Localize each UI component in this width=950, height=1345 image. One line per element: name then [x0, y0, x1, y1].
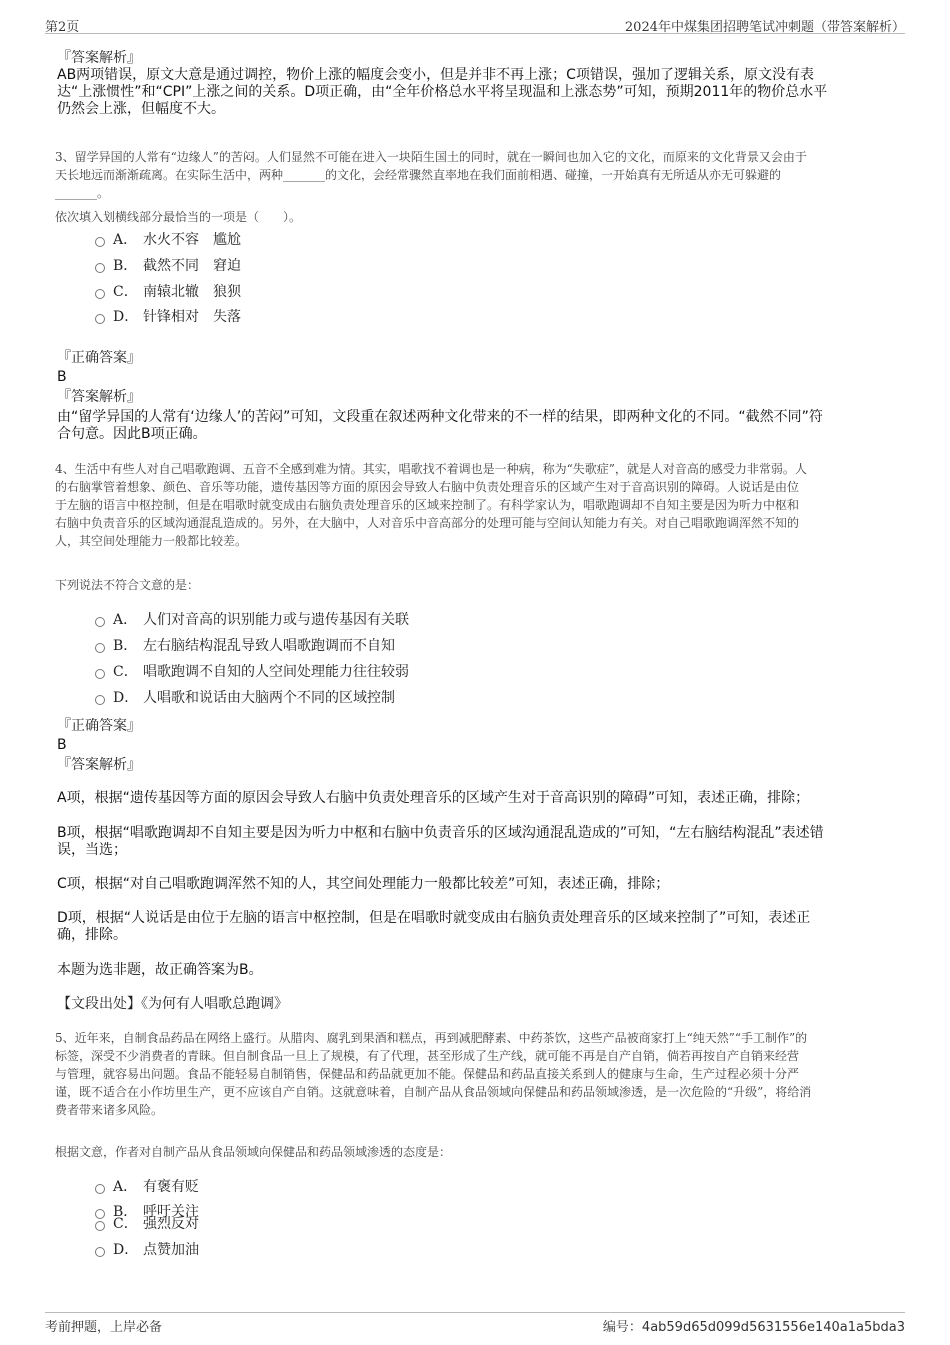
q4-analysis-line: 误，当选； — [57, 842, 127, 858]
q4-correct-label: 『正确答案』 — [57, 718, 141, 734]
q4-analysis-line: D项，根据“人说话是由位于左脑的语言中枢控制，但是在唱歌时就变成由右脑负责处理音乐的区域来控制了”可知，表述正 — [57, 910, 811, 926]
q2-analysis-line: AB两项错误，原文大意是通过调控，物价上涨的幅度会变小，但是并非不再上涨；C项错误，强加了逻辑关系，原文没有表 — [57, 67, 814, 83]
q4-option-c[interactable]: C． 唱歌跑调不自知的人空间处理能力往往较弱 — [95, 662, 409, 682]
q2-analysis — [57, 67, 827, 118]
q4-analysis-line: B项，根据“唱歌跑调却不自知主要是因为听力中枢和右脑中负责音乐的区域沟通混乱造成的”可知，“左右脑结构混乱”表述错 — [57, 825, 824, 841]
q5-stem — [55, 1029, 811, 1119]
code-label: 编号： — [602, 1320, 642, 1335]
q4-analysis-a: A项，根据“遗传基因等方面的原因会导致人右脑中负责处理音乐的区域产生对于音高识别的障碍”可知，表述正确，排除； — [57, 790, 810, 806]
q3-option-c[interactable]: C． 南辕北辙 狼狈 — [95, 282, 241, 302]
radio-icon[interactable] — [95, 643, 105, 653]
q3-stem-line: _______。 — [55, 186, 110, 200]
q4-prompt: 下列说法不符合文意的是： — [55, 578, 200, 592]
q4-stem — [55, 460, 807, 550]
q4-analysis-label: 『答案解析』 — [57, 757, 141, 773]
q3-stem-line: 3、留学异国的人常有“边缘人”的苦闷。人们显然不可能在进入一块陌生国土的同时，就在一瞬间也加入它的文化，而原来的文化背景又会由于 — [55, 150, 807, 164]
radio-icon[interactable] — [95, 237, 105, 247]
q3-prompt: 依次填入划横线部分最恰当的一项是（ ）。 — [55, 210, 302, 224]
document-title: 2024年中煤集团招聘笔试冲刺题（带答案解析） — [624, 20, 905, 35]
q5-option-b[interactable]: B． 呼吁关注 — [95, 1202, 199, 1222]
document-code — [603, 1316, 905, 1335]
q2-analysis-line: 达“上涨惯性”和“CPI”上涨之间的关系。D项正确，由“全年价格总水平将呈现温和上涨态势”可知，预期2011年的物价总水平 — [57, 84, 828, 100]
q4-analysis-line: 确，排除。 — [57, 927, 127, 943]
code-value: 4ab59d65d099d5631556e140a1a5bda3 — [641, 1320, 905, 1335]
q5-stem-line: 标签，深受不少消费者的青睐。但自制食品一旦上了规模，有了代理，甚至形成了生产线，就可能不再是自产自销，倘若再按自产自销来经营 — [55, 1049, 800, 1063]
radio-icon[interactable] — [95, 617, 105, 627]
q3-analysis-line: 合句意。因此B项正确。 — [57, 426, 207, 442]
q4-source: 【文段出处】《为何有人唱歌总跑调》 — [57, 996, 288, 1012]
radio-icon[interactable] — [95, 1247, 105, 1257]
q5-stem-line: 5、近年来，自制食品药品在网络上盛行。从腊肉、腐乳到果酒和糕点，再到减肥酵素、中药茶饮，这些产品被商家打上“纯天然”“手工制作”的 — [55, 1031, 808, 1045]
footer-slogan: 考前押题，上岸必备 — [45, 1320, 163, 1335]
q5-stem-line: 费者带来诸多风险。 — [55, 1103, 164, 1117]
radio-icon[interactable] — [95, 1221, 105, 1231]
q3-correct-label: 『正确答案』 — [57, 350, 141, 366]
q2-analysis-line: 仍然会上涨，但幅度不大。 — [57, 101, 225, 117]
radio-icon[interactable] — [95, 314, 105, 324]
radio-icon[interactable] — [95, 695, 105, 705]
q5-stem-line: 与管理，就容易出问题。食品不能轻易自制销售，保健品和药品就更加不能。保健品和药品直接关系到人的健康与生命，生产过程必须十分严 — [55, 1067, 800, 1081]
q5-option-d[interactable]: D． 点赞加油 — [95, 1240, 199, 1260]
page-header — [45, 16, 905, 34]
q3-stem — [55, 148, 807, 202]
q3-option-d[interactable]: D． 针锋相对 失落 — [95, 307, 241, 327]
q2-analysis-label: 『答案解析』 — [57, 50, 141, 66]
q4-stem-line: 人，其空间处理能力一般都比较差。 — [55, 534, 248, 548]
q4-analysis-c: C项，根据“对自己唱歌跑调浑然不知的人，其空间处理能力一般都比较差”可知，表述正确，排除； — [57, 876, 670, 892]
q3-stem-line: 天长地远而渐渐疏离。在实际生活中，两种_______的文化，会经常骤然直率地在我们面前相遇、碰撞，一开始真有无所适从亦无可躲避的 — [55, 168, 782, 182]
radio-icon[interactable] — [95, 1184, 105, 1194]
q4-stem-line: 4、生活中有些人对自己唱歌跑调、五音不全感到难为情。其实，唱歌找不着调也是一种病，称为“失歌症”，就是人对音高的感受力非常弱。人 — [55, 462, 807, 476]
page-footer — [45, 1312, 905, 1334]
q4-option-b[interactable]: B． 左右脑结构混乱导致人唱歌跑调而不自知 — [95, 636, 395, 656]
q4-option-a[interactable]: A． 人们对音高的识别能力或与遗传基因有关联 — [95, 610, 409, 630]
q3-option-a[interactable]: A． 水火不容 尴尬 — [95, 230, 241, 250]
q4-correct-answer: B — [57, 737, 67, 753]
q4-stem-line: 于左脑的语言中枢控制，但是在唱歌时就变成由右脑负责处理音乐的区域来控制了。有科学家认为，唱歌跑调却不自知主要是因为听力中枢和 — [55, 498, 800, 512]
q5-option-a[interactable]: A． 有褒有贬 — [95, 1177, 199, 1197]
q3-analysis-line: 由“留学异国的人常有‘边缘人’的苦闷”可知，文段重在叙述两种文化带来的不一样的结果，即两种文化的不同。“截然不同”符 — [57, 409, 823, 425]
q4-analysis-b — [57, 825, 824, 859]
radio-icon[interactable] — [95, 263, 105, 273]
q3-analysis — [57, 409, 823, 443]
q3-analysis-label: 『答案解析』 — [57, 389, 141, 405]
q5-prompt: 根据文意，作者对自制产品从食品领域向保健品和药品领域渗透的态度是： — [55, 1145, 452, 1159]
radio-icon[interactable] — [95, 669, 105, 679]
q3-correct-answer: B — [57, 369, 67, 385]
q5-stem-line: 谨，既不适合在小作坊里生产，更不应该自产自销。这就意味着，自制产品从食品领域向保健品和药品领域渗透，是一次危险的“升级”，将给消 — [55, 1085, 812, 1099]
q4-option-d[interactable]: D． 人唱歌和说话由大脑两个不同的区域控制 — [95, 688, 395, 708]
q4-stem-line: 右脑中负责音乐的区域沟通混乱造成的。另外，在大脑中，人对音乐中音高部分的处理可能与空间认知能力有关。对自己唱歌跑调浑然不知的 — [55, 516, 800, 530]
q4-stem-line: 的右脑掌管着想象、颜色、音乐等功能，遗传基因等方面的原因会导致人右脑中负责处理音乐的区域产生对于音高识别的障碍。人说话是由位 — [55, 480, 800, 494]
radio-icon[interactable] — [95, 289, 105, 299]
q4-analysis-d — [57, 910, 810, 944]
q3-option-b[interactable]: B． 截然不同 窘迫 — [95, 256, 241, 276]
q4-summary: 本题为选非题，故正确答案为B。 — [57, 962, 263, 978]
q5-option-c[interactable]: C． 强烈反对 — [95, 1214, 199, 1234]
page-number: 第2页 — [45, 20, 80, 35]
